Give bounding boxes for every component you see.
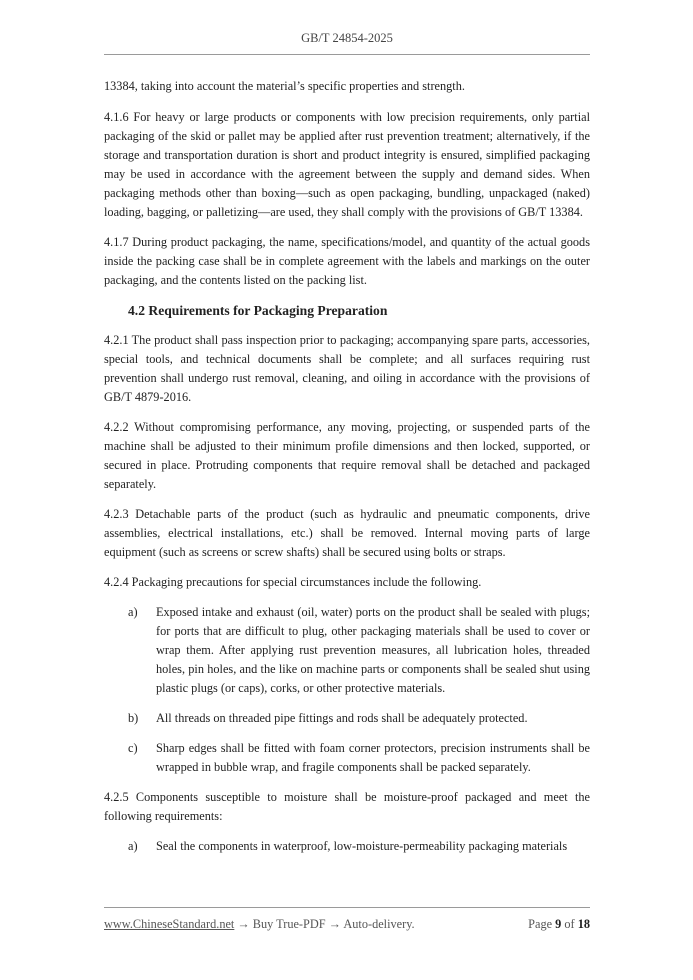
list-item-text: All threads on threaded pipe fittings and rods shall be adequately protected. <box>156 711 528 725</box>
page-label: Page <box>528 917 556 931</box>
clause-4-2-4: 4.2.4 Packaging precautions for special circumstances include the following. <box>104 575 482 589</box>
buy-link[interactable]: Buy True-PDF <box>252 917 326 931</box>
of-label: of <box>561 917 578 931</box>
page-number: 9 <box>555 917 562 931</box>
arrow-icon: → <box>325 917 344 931</box>
list-marker: c) <box>128 741 138 755</box>
list-marker: a) <box>128 839 138 853</box>
list-item-text: Seal the components in waterproof, low-moisture-permeability packaging materials <box>156 839 568 853</box>
page-total: 18 <box>577 917 590 931</box>
list-item-text: Sharp edges shall be fitted with foam corner protectors, precision instruments shall be wrapped in bubble wrap, and fragile components shall be packed separately. <box>156 741 590 774</box>
list-item-text: Exposed intake and exhaust (oil, water) ports on the product shall be sealed with plugs; for ports that are difficult to plug, other packaging materials shall be used to cover or wrap them. After applying rust prevention measures, all lubrication holes, threaded holes, pin holes, and the like on machine parts or components shall be sealed shut using plastic plugs (or caps), corks, or other protective materials. <box>156 605 590 695</box>
list-item <box>104 603 590 698</box>
page-body <box>104 77 590 867</box>
list-marker: a) <box>128 605 138 619</box>
arrow-icon: → <box>234 917 253 931</box>
section-heading-4-2: 4.2 Requirements for Packaging Preparation <box>128 303 388 318</box>
clause-4-2-5: 4.2.5 Components susceptible to moisture shall be moisture-proof packaged and meet the following requirements: <box>104 790 590 823</box>
clause-4-2-3: 4.2.3 Detachable parts of the product (such as hydraulic and pneumatic components, drive assemblies, electrical installations, etc.) shall be removed. Internal moving parts of large equipment (such as screens or screw shafts) shall be secured using bolts or straps. <box>104 507 590 559</box>
clause-4-2-2: 4.2.2 Without compromising performance, any moving, projecting, or suspended parts of the machine shall be adjusted to their minimum profile dimensions and then locked, supported, or secured in place. Protruding components that require removal shall be detached and packaged separately. <box>104 420 590 491</box>
clause-4-1-6: 4.1.6 For heavy or large products or components with low precision requirements, only partial packaging of the skid or pallet may be applied after rust prevention treatment; alternatively, if the storage and transportation duration is short and product integrity is ensured, simplified packaging may be used in accordance with the agreement between the supply and demand sides. When packaging methods other than boxing—such as open packaging, bundling, unpackaged (naked) loading, bagging, or palletizing—are used, they shall comply with the provisions of GB/T 13384. <box>104 110 590 219</box>
list-item <box>104 739 590 777</box>
list-item <box>104 837 590 856</box>
clause-4-2-1: 4.2.1 The product shall pass inspection prior to packaging; accompanying spare parts, accessories, special tools, and technical documents shall be complete; and all surfaces requiring rust prevention shall undergo rust removal, cleaning, and oiling in accordance with the provisions of GB/T 4879-2016. <box>104 333 590 404</box>
page-footer <box>104 917 590 932</box>
list-marker: b) <box>128 711 139 725</box>
footer-divider <box>104 907 590 908</box>
paragraph-continuation: 13384, taking into account the material’s specific properties and strength. <box>104 79 465 93</box>
running-header: GB/T 24854-2025 <box>301 31 393 45</box>
page-indicator <box>528 917 590 932</box>
delivery-text: Auto-delivery. <box>343 917 415 931</box>
clause-4-1-7: 4.1.7 During product packaging, the name, specifications/model, and quantity of the actual goods inside the packing case shall be in complete agreement with the labels and markings on the outer packaging, and the contents listed on the packing list. <box>104 235 590 287</box>
header-divider <box>104 54 590 55</box>
list-item <box>104 709 590 728</box>
site-link[interactable]: www.ChineseStandard.net <box>104 917 235 931</box>
footer-promo <box>104 917 415 932</box>
